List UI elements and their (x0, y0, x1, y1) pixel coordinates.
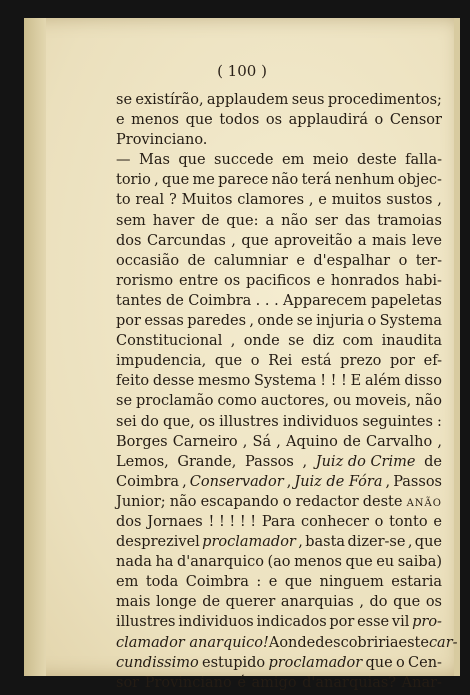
word: e (318, 192, 327, 209)
text-line (116, 655, 442, 675)
word: real (135, 192, 165, 209)
word: habi- (405, 272, 442, 289)
word: ou (333, 393, 352, 410)
word: descobriria (315, 634, 399, 651)
word: ! ! ! ! ! (208, 513, 257, 530)
word: vil (391, 614, 410, 631)
word: de (166, 292, 184, 309)
word: E (350, 373, 362, 390)
word: que, (162, 413, 195, 430)
word: Coimbra (188, 292, 252, 309)
text-line (116, 574, 442, 594)
word: e (296, 252, 305, 269)
word: . . . (255, 292, 279, 309)
page-number: ( 100 ) (217, 62, 267, 80)
text-line (116, 273, 442, 293)
word: o (367, 313, 377, 330)
text-line (116, 393, 442, 413)
word: amigo (251, 674, 297, 691)
word: que (241, 232, 269, 249)
word: ! ! ! (320, 373, 347, 390)
word: Aonde (268, 634, 316, 651)
text-line (116, 454, 442, 474)
word: por (390, 353, 415, 370)
word: e (268, 574, 278, 591)
text-line (116, 132, 442, 152)
word: leve (411, 232, 442, 249)
word: , (182, 473, 187, 490)
word: , (437, 433, 442, 450)
word: estupido (202, 654, 266, 671)
word: como (217, 393, 257, 410)
word: das (344, 212, 371, 229)
word: , (276, 433, 281, 450)
word: está (301, 353, 332, 370)
text-line (116, 514, 442, 534)
word: me (192, 172, 215, 189)
page-edge (454, 18, 460, 676)
word: Jornaes (147, 513, 203, 530)
word: em (116, 574, 139, 591)
word: Anar- (401, 674, 442, 691)
word: : (437, 413, 442, 430)
word: illustres (116, 614, 176, 631)
text-line (116, 313, 442, 333)
word: sem (116, 212, 146, 229)
word: que (345, 554, 373, 571)
word: o (250, 353, 260, 370)
word: que (185, 112, 213, 129)
word: onde (243, 333, 280, 350)
word: se (296, 313, 313, 330)
word: os (198, 413, 216, 430)
body-text (116, 92, 458, 695)
word: que (365, 654, 393, 671)
word: em (281, 152, 305, 169)
word: Muitos (181, 192, 233, 209)
word: paredes (187, 313, 247, 330)
word: prezo (340, 353, 382, 370)
word: applaudirá (288, 112, 368, 129)
word: Provinciano. (116, 132, 208, 149)
word: estaria (391, 574, 442, 591)
word: procedimentos; (327, 92, 442, 108)
text-line (116, 534, 442, 554)
word: desse (152, 373, 195, 390)
word: illustres (219, 413, 279, 430)
word: papeletas (371, 292, 442, 309)
word: injuria (316, 313, 365, 330)
word: e (316, 272, 326, 289)
text-line (116, 554, 442, 574)
word: , (359, 594, 364, 611)
word: car- (428, 634, 458, 651)
word: o (282, 493, 292, 510)
word: parece (218, 172, 269, 189)
word: tramoias (377, 212, 442, 229)
word: de (187, 252, 206, 269)
word: individuos (282, 413, 359, 430)
word: to (116, 192, 131, 209)
word: Passos (393, 473, 442, 490)
text-line (116, 414, 442, 434)
word: sor (116, 674, 140, 691)
word: objec- (397, 172, 442, 189)
word: os (425, 594, 442, 611)
word: inaudita (381, 333, 442, 350)
word: e (433, 513, 442, 530)
word: Apparecem (283, 292, 367, 309)
word: eu (376, 554, 395, 571)
word: menos (294, 554, 342, 571)
word: d'anarquico (177, 554, 264, 571)
text-line (116, 634, 458, 655)
text-line (116, 152, 442, 172)
word: Sá (252, 433, 272, 450)
word: sei (116, 413, 137, 430)
word: pacificos (246, 272, 311, 289)
word: deste (356, 152, 397, 169)
word: proclamão (136, 393, 214, 410)
word: ser (314, 212, 338, 229)
text-line (116, 474, 442, 494)
word: tonto (389, 513, 428, 530)
word: torio (116, 172, 151, 189)
word: succede (214, 152, 274, 169)
word: por (116, 313, 141, 330)
word: seus (291, 92, 325, 108)
word: , (231, 232, 236, 249)
text-line (116, 213, 442, 233)
word: de (201, 212, 220, 229)
word: não (271, 172, 299, 189)
word: , (242, 433, 248, 450)
word: diz (312, 333, 335, 350)
word: d'anarquias? (302, 674, 397, 691)
word: que (178, 152, 206, 169)
word: que: (226, 212, 259, 229)
word: individuos (178, 614, 254, 631)
word: que (214, 353, 243, 370)
word: Rei (268, 353, 293, 370)
word: ninguem (319, 574, 384, 591)
word: , (298, 534, 303, 551)
word: a (357, 232, 367, 249)
word: ter- (415, 252, 442, 269)
word: — (116, 152, 131, 169)
word: basta (305, 534, 346, 551)
word: , (407, 534, 413, 551)
word: falla- (405, 152, 442, 169)
word: querer (225, 594, 276, 611)
word: mesmo (198, 373, 251, 390)
word: , (308, 192, 314, 209)
word: essas (144, 313, 184, 330)
word: Cen- (408, 654, 442, 671)
word: se (116, 92, 133, 108)
word: é (237, 674, 246, 691)
word: dizer-se (347, 534, 406, 551)
word: não (281, 212, 308, 229)
word: sustos (386, 192, 433, 209)
word: toda (145, 574, 179, 591)
word: e (116, 112, 125, 129)
word: o (398, 252, 408, 269)
word: do (140, 413, 159, 430)
word: occasião (116, 252, 180, 269)
text-line (116, 192, 442, 212)
word: onde (257, 313, 294, 330)
word: Passos (245, 453, 294, 470)
word: que (414, 534, 442, 551)
book-page (24, 18, 460, 691)
word: dos (116, 513, 142, 530)
word: Para (261, 513, 296, 530)
word: haver (152, 212, 195, 229)
word: seguintes (362, 413, 433, 430)
word: proclamador (202, 534, 296, 551)
word: aproveitão (274, 232, 353, 249)
word: Conservador (189, 473, 284, 490)
word: nada (116, 554, 152, 571)
word: applaudem (206, 92, 289, 108)
word: Borges (116, 433, 168, 450)
word: se (116, 393, 133, 410)
word: , (286, 473, 292, 490)
word: : (256, 574, 262, 591)
word: clamador anarquico! (116, 634, 269, 651)
word: que (393, 594, 421, 611)
word: , (154, 172, 159, 189)
text-line (116, 293, 442, 313)
word: esse (357, 614, 390, 631)
word: proclamador (268, 654, 363, 671)
word: além (365, 373, 401, 390)
word: meio (312, 152, 349, 169)
word: o (374, 513, 384, 530)
word: Grande, (177, 453, 237, 470)
text-line (116, 494, 442, 514)
word: calumniar (213, 252, 288, 269)
word: Coimbra (185, 574, 249, 591)
word: anarquias (280, 594, 354, 611)
word: Provinciano (144, 674, 232, 691)
word: d'espalhar (313, 252, 391, 269)
word: de (342, 433, 361, 450)
word: conhecer (301, 513, 369, 530)
word: anão (406, 493, 442, 510)
word: nenhum (334, 172, 395, 189)
word: de (202, 594, 221, 611)
word: feito (116, 373, 150, 390)
word: mais (116, 594, 151, 611)
text-line (116, 253, 442, 273)
word: cundissimo (116, 654, 199, 671)
word: o (395, 654, 405, 671)
word: mais (371, 232, 407, 249)
word: Carcundas (146, 232, 226, 249)
word: , (230, 333, 236, 350)
word: a (265, 212, 275, 229)
word: auctores, (260, 393, 330, 410)
text-line (116, 373, 442, 393)
word: longe (156, 594, 197, 611)
word: disso (404, 373, 442, 390)
word: escapando (200, 493, 279, 510)
word: terá (301, 172, 332, 189)
word: todos (219, 112, 260, 129)
word: ? (168, 192, 177, 209)
word: Carvalho (365, 433, 433, 450)
text-line (116, 434, 442, 454)
word: não (169, 493, 197, 510)
word: Constitucional (116, 333, 223, 350)
word: que (284, 574, 313, 591)
word: Coimbra (116, 473, 180, 490)
word: pro- (412, 614, 442, 631)
word: desprezivel (116, 534, 200, 551)
word: de (424, 453, 442, 470)
word: Systema (379, 313, 442, 330)
word: com (342, 333, 374, 350)
word: tantes (116, 292, 162, 309)
word: , (249, 313, 254, 330)
word: muitos (331, 192, 382, 209)
word: , (302, 453, 308, 470)
text-line (116, 353, 442, 373)
word: dos (116, 232, 142, 249)
text-line (116, 172, 442, 192)
word: ef- (423, 353, 442, 370)
text-line (116, 594, 442, 614)
word: o (374, 112, 384, 129)
word: existírão, (135, 92, 204, 108)
word: Junior; (116, 493, 166, 510)
text-line (116, 233, 442, 253)
word: Aquino (286, 433, 338, 450)
word: Censor (389, 112, 442, 129)
word: rorismo (116, 272, 174, 289)
word: menos (131, 112, 179, 129)
word: Juiz de Fóra (294, 473, 383, 490)
text-line (116, 112, 442, 132)
word: honrados (330, 272, 400, 289)
word: os (224, 272, 241, 289)
word: saiba) (397, 554, 442, 571)
text-line (116, 614, 442, 634)
word: Lemos, (116, 453, 169, 470)
word: deste (362, 493, 403, 510)
text-line (116, 333, 442, 353)
word: por (329, 614, 355, 631)
word: Juiz do Crime (315, 453, 416, 470)
word: Mas (138, 152, 170, 169)
word: impudencia, (116, 353, 207, 370)
word: indicados (256, 614, 327, 631)
word: ha (155, 554, 174, 571)
word: clamores (237, 192, 305, 209)
word: moveis, (355, 393, 412, 410)
word: este (398, 634, 429, 651)
word: , (385, 473, 391, 490)
word: , (437, 192, 442, 209)
word: Systema (254, 373, 317, 390)
word: não (415, 393, 442, 410)
word: se (288, 333, 305, 350)
word: os (265, 112, 283, 129)
word: (ao (267, 554, 291, 571)
word: entre (178, 272, 219, 289)
text-line (116, 92, 442, 112)
word: Carneiro (172, 433, 238, 450)
word: que (162, 172, 190, 189)
page-gutter (24, 18, 46, 676)
word: redactor (295, 493, 359, 510)
word: do (369, 594, 388, 611)
